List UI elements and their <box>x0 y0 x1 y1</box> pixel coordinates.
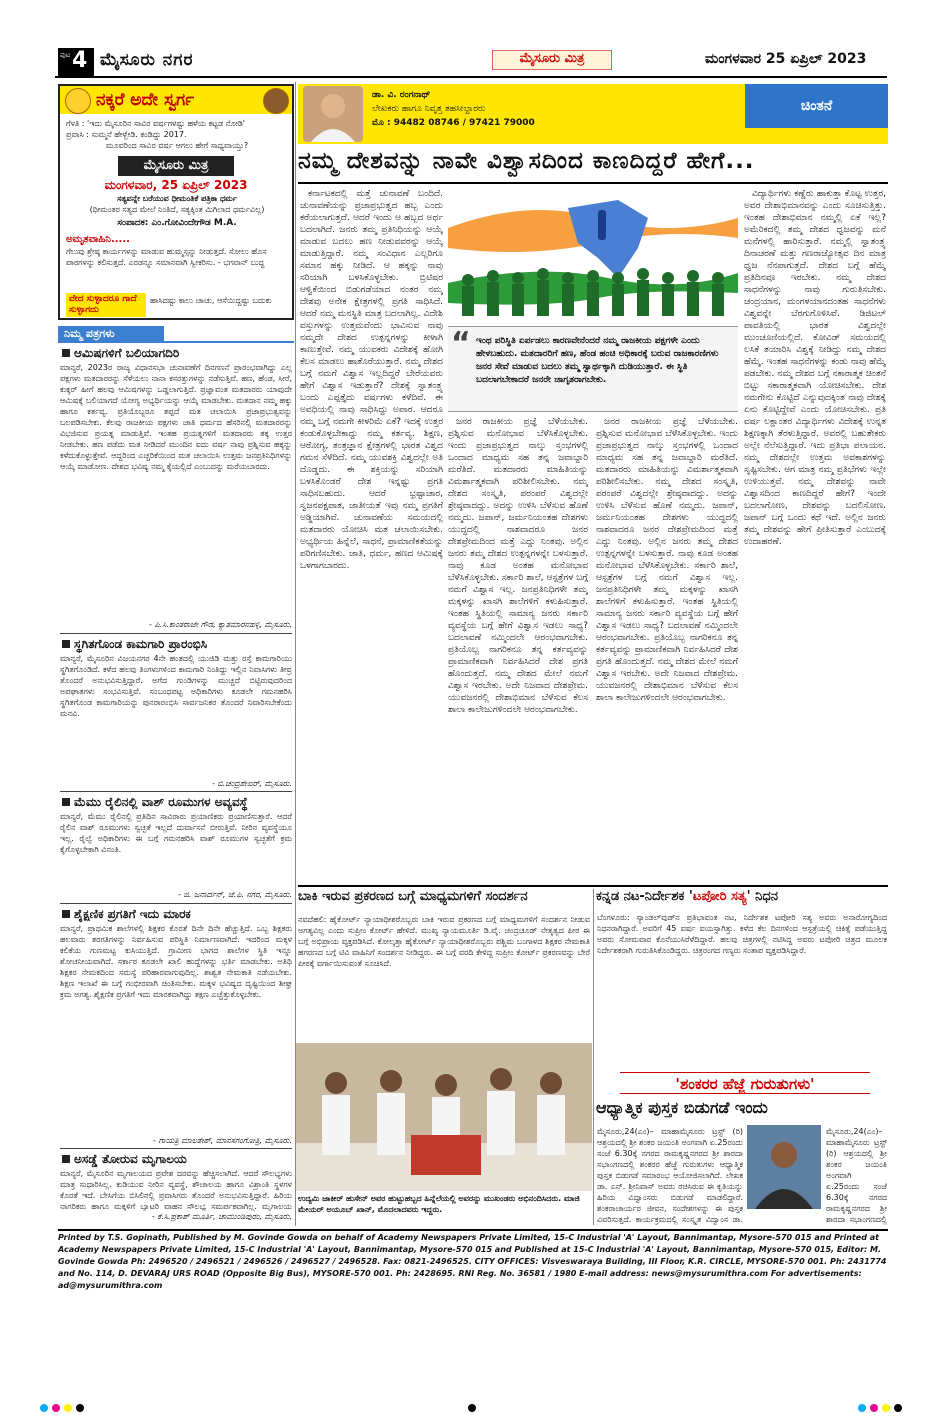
section-title: ಮೈಸೂರು ನಗರ <box>100 50 194 70</box>
author-photo-book <box>747 1125 821 1209</box>
letter-divider <box>60 1148 292 1149</box>
article-column-2: ಜನರ ರಾಜಕೀಯ ಪ್ರಜ್ಞೆ ಬೆಳೆಯಬೇಕು. ಪ್ರಶ್ನಿಸುವ ಮನೋಭಾವ ಬೆಳೆಸಿಕೊಳ್ಳಬೇಕು. ಇಂದು ಪ್ರಜಾಪ್ರಭುತ್ವದ ನಾಲ್ಕು ಸ್ತಂಭಗಳಲ್ಲಿ ಒಂದಾದ ಮಾಧ್ಯಮ ಸಹ ತನ್ನ ಜವಾಬ್ದಾರಿ ಮರೆತಿದೆ. ಮತದಾರರು ಮಾಹಿತಿಯನ್ನು ವಿಮರ್ಶಾತ್ಮಕವಾಗಿ ಪರಿಶೀಲಿಸಬೇಕು. ನಮ್ಮ ದೇಶದ ಸಂಸ್ಕೃತಿ, ಪರಂಪರೆ ವಿಶ್ವದಲ್ಲೇ ಶ್ರೇಷ್ಠವಾದದ್ದು. ಅದನ್ನು ಉಳಿಸಿ ಬೆಳೆಸುವ ಹೊಣೆ ನಮ್ಮದು. ಜಪಾನ್, ಜರ್ಮನಿಯಂತಹ ದೇಶಗಳು ಯುದ್ಧದಲ್ಲಿ ನಾಶವಾದರೂ ಜನರ ದೇಶಪ್ರೇಮದಿಂದ ಮತ್ತೆ ಎದ್ದು ನಿಂತವು. ಅಲ್ಲಿನ ಜನರು ತಮ್ಮ ದೇಶದ ಉತ್ಪನ್ನಗಳನ್ನೇ ಬಳಸುತ್ತಾರೆ. ನಾವು ಕೂಡ ಅಂತಹ ಮನೋಭಾವ ಬೆಳೆಸಿಕೊಳ್ಳಬೇಕು. ಸರ್ಕಾರಿ ಶಾಲೆ, ಆಸ್ಪತ್ರೆಗಳ ಬಗ್ಗೆ ನಮಗೆ ವಿಶ್ವಾಸ ಇಲ್ಲ. ಜನಪ್ರತಿನಿಧಿಗಳೇ ತಮ್ಮ ಮಕ್ಕಳನ್ನು ಖಾಸಗಿ ಶಾಲೆಗಳಿಗೆ ಕಳುಹಿಸುತ್ತಾರೆ. ಇಂತಹ ಸ್ಥಿತಿಯಲ್ಲಿ ಸಾಮಾನ್ಯ ಜನರು ಸರ್ಕಾರಿ ವ್ಯವಸ್ಥೆಯ ಬಗ್ಗೆ ಹೇಗೆ ವಿಶ್ವಾಸ ಇಡಲು ಸಾಧ್ಯ? ಬದಲಾವಣೆ ನಮ್ಮಿಂದಲೇ ಆರಂಭವಾಗಬೇಕು. ಪ್ರತಿಯೊಬ್ಬ ನಾಗರಿಕನೂ ತನ್ನ ಕರ್ತವ್ಯವನ್ನು ಪ್ರಾಮಾಣಿಕವಾಗಿ ನಿರ್ವಹಿಸಿದರೆ ದೇಶ ಪ್ರಗತಿ ಹೊಂದುತ್ತದೆ. ನಮ್ಮ ದೇಶದ ಮೇಲೆ ನಮಗೆ ವಿಶ್ವಾಸ ಇರಬೇಕು. ಅದೇ ನಿಜವಾದ ದೇಶಪ್ರೇಮ. ಯುವಜನರಲ್ಲಿ ದೇಶಾಭಿಮಾನ ಬೆಳೆಸುವ ಕೆಲಸ ಶಾಲಾ ಕಾಲೇಜುಗಳಿಂದಲೇ ಆರಂಭವಾಗಬೇಕು. <box>448 417 588 715</box>
news-headline: ಬಾಕಿ ಇರುವ ಪ್ರಕರಣದ ಬಗ್ಗೆ ಮಾಧ್ಯಮಗಳಿಗೆ ಸಂದರ್ಶನ <box>298 889 528 904</box>
section-rule <box>298 885 888 887</box>
letter-title: ಅಸಡ್ಡೆ ತೋರುವ ಮೃಗಾಲಯ <box>62 1152 290 1167</box>
registration-dot <box>64 1404 72 1412</box>
news-body-book-2: ಮೈಸೂರು,24(ಎಂ)– ಮಾಹಾಮೈಸೂರು ಟ್ರಸ್ಟ್ (ರಿ) ಆಶ್ರಯದಲ್ಲಿ ಶ್ರೀ ಶಂಕರ ಜಯಂತಿ ಅಂಗವಾಗಿ ಏ.25ರಂದು ಸಂಜೆ 6.30ಕ್ಕೆ ನಗರದ ರಾಮಕೃಷ್ಣನಗರದ ಶ್ರೀ ಶಾರದಾ ಸಭಾಂಗಣದಲ್ಲಿ <box>826 1127 887 1224</box>
book-title-banner: 'ಶಂಕರರ ಹೆಜ್ಜೆ ಗುರುತುಗಳು' <box>620 1072 870 1094</box>
author-role: ಲೇಖಕರು ಹಾಗೂ ನಿವೃತ್ತ ತಹಸೀಲ್ದಾರರು <box>372 104 486 114</box>
registration-dot <box>882 1404 890 1412</box>
pull-quote: ಇಂಥ ಪರಿಸ್ಥಿತಿ ಏರ್ಪಡಲು ಕಾರಣವೇನೆಂದರೆ ನಮ್ಮ ರಾಜಕೀಯ ಪಕ್ಷಗಳೇ ಎಂದು ಹೇಳಬಹುದು. ಮತದಾರರಿಗೆ ಹಣ, ಹೆಂಡ ಹಂಚಿ ಅಧಿಕಾರಕ್ಕೆ ಬರುವ ರಾಜಕಾರಣಿಗಳು ಜನರ ಸೇವೆ ಮಾಡುವ ಬದಲು ತಮ್ಮ ಸ್ವಾರ್ಥಕ್ಕಾಗಿ ದುಡಿಯುತ್ತಾರೆ. ಈ ಸ್ಥಿತಿ ಬದಲಾಗಬೇಕಾದರೆ ಜನರೇ ಜಾಗೃತರಾಗಬೇಕು. <box>448 326 738 412</box>
joke-line: ಪ್ರವಾಸಿ : ಸುಮ್ಮನೆ ಹೇಳ್ಬೇಡಿ. ಕಂಡಿದ್ದು 2017. <box>66 130 187 139</box>
letter-body: ಮಾನ್ಯರೆ, ಮೈಸೂರಿನ ಮೃಗಾಲಯದ ಪ್ರವೇಶ ದರವನ್ನು ಹೆಚ್ಚಿಸಲಾಗಿದೆ. ಆದರೆ ಸೌಲಭ್ಯಗಳು ಮಾತ್ರ ಸುಧಾರಿಸಿಲ್ಲ. ಕುಡಿಯುವ ನೀರಿನ ವ್ಯವಸ್ಥೆ, ಶೌಚಾಲಯ ಹಾಗೂ ವಿಶ್ರಾಂತಿ ಸ್ಥಳಗಳ ಕೊರತೆ ಇದೆ. ಬೇಸಿಗೆಯ ಬಿಸಿಲಿನಲ್ಲಿ ಪ್ರವಾಸಿಗರು ತೊಂದರೆ ಅನುಭವಿಸುತ್ತಿದ್ದಾರೆ. ಹಿರಿಯ ನಾಗರಿಕರು ಹಾಗೂ ಮಕ್ಕಳಿಗೆ ಬ್ಯಾಟರಿ ವಾಹನ ಸೌಲಭ್ಯ ಸಮರ್ಪಕವಾಗಿಲ್ಲ. ಮೃಗಾಲಯ <box>60 1169 292 1211</box>
registration-dot <box>40 1404 48 1412</box>
issue-date: ಮಂಗಳವಾರ 25 ಏಪ್ರಿಲ್ 2023 <box>705 51 867 67</box>
voting-illustration <box>448 188 738 320</box>
letter-body: ಮಾನ್ಯರೆ, 2023ರ ರಾಜ್ಯ ವಿಧಾನಸಭಾ ಚುನಾವಣೆಗೆ ದಿನಗಣನೆ ಪ್ರಾರಂಭವಾಗಿದ್ದು ಎಲ್ಲ ಪಕ್ಷಗಳು ಮತದಾರರನ್ನು ಸೆಳೆಯಲು ನಾನಾ ಕಸರತ್ತುಗಳನ್ನು ನಡೆಸುತ್ತಿವೆ. ಹಣ, ಹೆಂಡ, ಸೀರೆ, ಕುಕ್ಕರ್ ಹೀಗೆ ಹಲವು ಆಮಿಷಗಳನ್ನು ಒಡ್ಡಲಾಗುತ್ತಿದೆ. ಪ್ರಜ್ಞಾವಂತ ಮತದಾರರು ಯಾವುದೇ ಆಮಿಷಕ್ಕೆ ಬಲಿಯಾಗದೆ ಯೋಗ್ಯ ಅಭ್ಯರ್ಥಿಯನ್ನು ಆಯ್ಕೆ ಮಾಡಬೇಕು. ಮತದಾನ ನಮ್ಮ ಹಕ್ಕು ಹಾಗೂ ಕರ್ತವ್ಯ. ಪ್ರತಿಯೊಬ್ಬರೂ ತಪ್ಪದೆ ಮತ ಚಲಾಯಿಸಿ ಪ್ರಜಾಪ್ರಭುತ್ವವನ್ನು ಬಲಪಡಿಸಬೇಕು. ಕೆಲವು ರಾಜಕೀಯ ಪಕ್ಷಗಳು ಜಾತಿ ಧರ್ಮದ ಹೆಸರಿನಲ್ಲಿ ಮತದಾರರನ್ನು ವಿಭಜಿಸುವ ಪ್ರಯತ್ನ ಮಾಡುತ್ತಿವೆ. ಇಂತಹ ಪ್ರಯತ್ನಗಳಿಗೆ ಮತದಾರರು ತಕ್ಕ ಉತ್ತರ ನೀಡಬೇಕು. ಹಣ ಪಡೆದು ಮತ ನೀಡಿದರೆ ಮುಂದಿನ ಐದು ವರ್ಷ ನಾವು ಪ್ರಶ್ನಿಸುವ ಹಕ್ಕನ್ನು ಕಳೆದುಕೊಳ್ಳುತ್ತೇವೆ. ಆದ್ದರಿಂದ ಎಚ್ಚರಿಕೆಯಿಂದ ಮತ ಚಲಾಯಿಸಿ ಉತ್ತಮ ಜನಪ್ರತಿನಿಧಿಗಳನ್ನು ಆಯ್ಕೆ ಮಾಡೋಣ. ದೇಶದ ಭವಿಷ್ಯ ನಮ್ಮ ಕೈಯಲ್ಲಿದೆ ಎಂಬುದನ್ನು ಮರೆಯಬಾರದು. <box>60 363 292 471</box>
news-body-book: ಮೈಸೂರು,24(ಎಂ)– ಮಾಹಾಮೈಸೂರು ಟ್ರಸ್ಟ್ (ರಿ) ಆಶ್ರಯದಲ್ಲಿ ಶ್ರೀ ಶಂಕರ ಜಯಂತಿ ಅಂಗವಾಗಿ ಏ.25ರಂದು ಸಂಜೆ 6.30ಕ್ಕೆ ನಗರದ ರಾಮಕೃಷ್ಣನಗರದ ಶ್ರೀ ಶಾರದಾ ಸಭಾಂಗಣದಲ್ಲಿ ಶಂಕರರ ಹೆಜ್ಜೆ ಗುರುತುಗಳು ಆಧ್ಯಾತ್ಮಿಕ ಪುಸ್ತಕ ಬಿಡುಗಡೆ ಸಮಾರಂಭ ಆಯೋಜಿಸಲಾಗಿದೆ. ಲೇಖಕ ಡಾ. ಎನ್. ಶ್ರೀನಿವಾಸ್ ಅವರು ರಚಿಸಿರುವ ಈ ಕೃತಿಯನ್ನು ಹಿರಿಯ ವಿದ್ವಾಂಸರು ಬಿಡುಗಡೆ ಮಾಡಲಿದ್ದಾರೆ. ಶಂಕರಾಚಾರ್ಯರ ಜೀವನ, ಸಂದೇಶಗಳನ್ನು ಈ ಪುಸ್ತಕ ವಿವರಿಸುತ್ತದೆ. ಕಾರ್ಯಕ್ರಮದಲ್ಲಿ ಸಂಸ್ಕೃತ ವಿದ್ವಾಂಸ ಡಾ. <box>597 1127 743 1224</box>
letter-body: ಮಾನ್ಯರೆ, ಮೆಮು ರೈಲಿನಲ್ಲಿ ಪ್ರತಿದಿನ ಸಾವಿರಾರು ಪ್ರಯಾಣಿಕರು ಪ್ರಯಾಣಿಸುತ್ತಾರೆ. ಆದರೆ ರೈಲಿನ ವಾಶ್ ರೂಮುಗಳು ಸ್ವಚ್ಛತೆ ಇಲ್ಲದೆ ದುರ್ವಾಸನೆ ಬೀರುತ್ತಿವೆ. ನೀರಿನ ವ್ಯವಸ್ಥೆಯೂ ಇಲ್ಲ. ರೈಲ್ವೆ ಅಧಿಕಾರಿಗಳು ಈ ಬಗ್ಗೆ ಗಮನಹರಿಸಿ ವಾಶ್ ರೂಮುಗಳ ಸ್ವಚ್ಛತೆಗೆ ಕ್ರಮ ಕೈಗೊಳ್ಳಬೇಕಾಗಿ ವಿನಂತಿ. <box>60 812 292 854</box>
quote-mark-icon: “ <box>451 326 471 361</box>
registration-dot <box>52 1404 60 1412</box>
joke-line: ಗೆಳತಿ : 'ಇದು ಮೈಸೂರಿನ ಸಾವಿರ ವರ್ಷಗಳಷ್ಟು ಹಳೆಯ ಕಟ್ಟಡ ನೋಡಿ' <box>66 119 246 128</box>
column-rule <box>593 889 594 1225</box>
page-label: ಪುಟ <box>60 51 71 59</box>
headline-rule <box>298 182 888 184</box>
joke-title-bar <box>60 86 292 114</box>
news-headline-actor <box>596 889 886 904</box>
imprint: Printed by T.S. Gopinath, Published by M. Govinde Gowda on behalf of Academy Newspapers Private Limited, 15-C Industrial 'A' Layout, Bannimantap, Mysore-570 015 and Printed at Academy Newspapers Private Limited, 15-C Industrial 'A' Layout, Bannimantap, Mysore-570 015 and Published at 15-C Industrial 'A' Layout, Bannimantap, Mysore-570 015, Editor: M. Govinde Gowda Ph: 2496520 / 2496521 / 2496526 / 2496527 / 2496528. Fax: 0821-2496525. CITY OFFICES: Visveswaraya Building, III Floor, K.R. CIRCLE, MYSORE-570 001. Ph: 2431774 and No. 114, D. DEVARAJ URS ROAD (Opposite Big Bus), MYSORE-570 001. Ph: 2428695. RNI Reg. No. 36581 / 1980 E-mail address: news@mysurumithra.com For advertisements: ad@mysurumithra.com <box>58 1233 887 1290</box>
article-column-3: ವಿದ್ಯಾರ್ಥಿಗಳು ಕಣ್ಣೆರು ಹಾಕುತ್ತಾ ಕೊಟ್ಟ ಉತ್ತರ, ಅವರ ದೇಶಾಭಿಮಾನವನ್ನು ಎಂದು ಸೂಚಿಸುತ್ತಿತ್ತು. ಇಂತಹ ದೇಶಾಭಿಮಾನ ನಮ್ಮಲ್ಲಿ ಏಕೆ ಇಲ್ಲ? ಅಮೆರಿಕದಲ್ಲಿ ತಮ್ಮ ದೇಶದ ಧ್ವಜವನ್ನು ಮನೆ ಮನೆಗಳಲ್ಲಿ ಹಾರಿಸುತ್ತಾರೆ. ನಮ್ಮಲ್ಲಿ ಸ್ವಾತಂತ್ರ್ಯ ದಿನಾಚರಣೆ ಮತ್ತು ಗಣರಾಜ್ಯೋತ್ಸವ ದಿನ ಮಾತ್ರ ಧ್ವಜ ನೆನಪಾಗುತ್ತದೆ. ದೇಶದ ಬಗ್ಗೆ ಹೆಮ್ಮೆ ಪ್ರತಿದಿನವೂ ಇರಬೇಕು. ನಮ್ಮ ದೇಶದ ಸಾಧನೆಗಳನ್ನು ನಾವು ಗುರುತಿಸಬೇಕು. ಚಂದ್ರಯಾನ, ಮಂಗಳಯಾನದಂತಹ ಸಾಧನೆಗಳು ವಿಶ್ವವನ್ನೇ ಬೆರಗುಗೊಳಿಸಿವೆ. ಡಿಜಿಟಲ್ ಪಾವತಿಯಲ್ಲಿ ಭಾರತ ವಿಶ್ವದಲ್ಲೇ ಮುಂಚೂಣಿಯಲ್ಲಿದೆ. ಕೋವಿಡ್ ಸಮಯದಲ್ಲಿ ಲಸಿಕೆ ತಯಾರಿಸಿ ವಿಶ್ವಕ್ಕೆ ನೀಡಿದ್ದು ನಮ್ಮ ದೇಶದ ಹೆಮ್ಮೆ. ಇಂತಹ ಸಾಧನೆಗಳನ್ನು ಕಂಡು ನಾವು ಹೆಮ್ಮೆ ಪಡಬೇಕು. ನಮ್ಮ ದೇಶದ ಬಗ್ಗೆ ನಕಾರಾತ್ಮಕ ಚಿಂತನೆ ಬಿಟ್ಟು ಸಕಾರಾತ್ಮಕವಾಗಿ ಯೋಚಿಸಬೇಕು. ದೇಶ ನಮಗೇನು ಕೊಟ್ಟಿದೆ ಎನ್ನುವುದಕ್ಕಿಂತ ನಾವು ದೇಶಕ್ಕೆ ಏನು ಕೊಟ್ಟಿದ್ದೇವೆ ಎಂದು ಯೋಚಿಸಬೇಕು. ಪ್ರತಿ ವರ್ಷ ಲಕ್ಷಾಂತರ ವಿದ್ಯಾರ್ಥಿಗಳು ವಿದೇಶಕ್ಕೆ ಉನ್ನತ ಶಿಕ್ಷಣಕ್ಕಾಗಿ ತೆರಳುತ್ತಿದ್ದಾರೆ. ಅವರಲ್ಲಿ ಬಹುತೇಕರು ಅಲ್ಲೇ ನೆಲೆಸುತ್ತಿದ್ದಾರೆ. ಇದು ಪ್ರತಿಭಾ ಪಲಾಯನ. ನಮ್ಮ ದೇಶದಲ್ಲೇ ಉತ್ತಮ ಅವಕಾಶಗಳನ್ನು ಸೃಷ್ಟಿಸಬೇಕು. ಆಗ ಮಾತ್ರ ನಮ್ಮ ಪ್ರತಿಭೆಗಳು ಇಲ್ಲೇ ಉಳಿಯುತ್ತವೆ. ನಮ್ಮ ದೇಶವನ್ನು ನಾವೇ ವಿಶ್ವಾಸದಿಂದ ಕಾಣದಿದ್ದರೆ ಹೇಗೆ? ಇಂದೇ ಬದಲಾಗೋಣ, ದೇಶವನ್ನು ಬದಲಿಸೋಣ. ಜಪಾನ್ ಬಗ್ಗೆ ಒಂದು ಕಥೆ ಇದೆ. ಅಲ್ಲಿನ ಜನರು ತಮ್ಮ ದೇಶವನ್ನು ಹೇಗೆ ಪ್ರೀತಿಸುತ್ತಾರೆ ಎಂಬುದಕ್ಕೆ ಉದಾಹರಣೆ. <box>744 189 886 547</box>
letter-divider <box>60 791 292 792</box>
letter-title: ಮೆಮು ರೈಲಿನಲ್ಲಿ ವಾಶ್ ರೂಮುಗಳ ಅವ್ಯವಸ್ಥೆ <box>62 795 290 810</box>
news-headline-book: ಆಧ್ಯಾತ್ಮಿಕ ಪುಸ್ತಕ ಬಿಡುಗಡೆ ಇಂದು <box>596 1098 768 1117</box>
article-column-2b: ಜನರ ರಾಜಕೀಯ ಪ್ರಜ್ಞೆ ಬೆಳೆಯಬೇಕು. ಪ್ರಶ್ನಿಸುವ ಮನೋಭಾವ ಬೆಳೆಸಿಕೊಳ್ಳಬೇಕು. ಇಂದು ಪ್ರಜಾಪ್ರಭುತ್ವದ ನಾಲ್ಕು ಸ್ತಂಭಗಳಲ್ಲಿ ಒಂದಾದ ಮಾಧ್ಯಮ ಸಹ ತನ್ನ ಜವಾಬ್ದಾರಿ ಮರೆತಿದೆ. ಮತದಾರರು ಮಾಹಿತಿಯನ್ನು ವಿಮರ್ಶಾತ್ಮಕವಾಗಿ ಪರಿಶೀಲಿಸಬೇಕು. ನಮ್ಮ ದೇಶದ ಸಂಸ್ಕೃತಿ, ಪರಂಪರೆ ವಿಶ್ವದಲ್ಲೇ ಶ್ರೇಷ್ಠವಾದದ್ದು. ಅದನ್ನು ಉಳಿಸಿ ಬೆಳೆಸುವ ಹೊಣೆ ನಮ್ಮದು. ಜಪಾನ್, ಜರ್ಮನಿಯಂತಹ ದೇಶಗಳು ಯುದ್ಧದಲ್ಲಿ ನಾಶವಾದರೂ ಜನರ ದೇಶಪ್ರೇಮದಿಂದ ಮತ್ತೆ ಎದ್ದು ನಿಂತವು. ಅಲ್ಲಿನ ಜನರು ತಮ್ಮ ದೇಶದ ಉತ್ಪನ್ನಗಳನ್ನೇ ಬಳಸುತ್ತಾರೆ. ನಾವು ಕೂಡ ಅಂತಹ ಮನೋಭಾವ ಬೆಳೆಸಿಕೊಳ್ಳಬೇಕು. ಸರ್ಕಾರಿ ಶಾಲೆ, ಆಸ್ಪತ್ರೆಗಳ ಬಗ್ಗೆ ನಮಗೆ ವಿಶ್ವಾಸ ಇಲ್ಲ. ಜನಪ್ರತಿನಿಧಿಗಳೇ ತಮ್ಮ ಮಕ್ಕಳನ್ನು ಖಾಸಗಿ ಶಾಲೆಗಳಿಗೆ ಕಳುಹಿಸುತ್ತಾರೆ. ಇಂತಹ ಸ್ಥಿತಿಯಲ್ಲಿ ಸಾಮಾನ್ಯ ಜನರು ಸರ್ಕಾರಿ ವ್ಯವಸ್ಥೆಯ ಬಗ್ಗೆ ಹೇಗೆ ವಿಶ್ವಾಸ ಇಡಲು ಸಾಧ್ಯ? ಬದಲಾವಣೆ ನಮ್ಮಿಂದಲೇ ಆರಂಭವಾಗಬೇಕು. ಪ್ರತಿಯೊಬ್ಬ ನಾಗರಿಕನೂ ತನ್ನ ಕರ್ತವ್ಯವನ್ನು ಪ್ರಾಮಾಣಿಕವಾಗಿ ನಿರ್ವಹಿಸಿದರೆ ದೇಶ ಪ್ರಗತಿ ಹೊಂದುತ್ತದೆ. ನಮ್ಮ ದೇಶದ ಮೇಲೆ ನಮಗೆ ವಿಶ್ವಾಸ ಇರಬೇಕು. ಅದೇ ನಿಜವಾದ ದೇಶಪ್ರೇಮ. ಯುವಜನರಲ್ಲಿ ದೇಶಾಭಿಮಾನ ಬೆಳೆಸುವ ಕೆಲಸ ಶಾಲಾ ಕಾಲೇಜುಗಳಿಂದಲೇ ಆರಂಭವಾಗಬೇಕು. <box>596 417 738 703</box>
cartoon-face-icon <box>263 88 289 114</box>
registration-dot <box>894 1404 902 1412</box>
letter-signature: - ಗಾಯತ್ರಿ ಮಾಲತೇಶ್, ಮಾನಸಗಂಗೋತ್ರಿ, ಮೈಸೂರು. <box>153 1136 292 1145</box>
laughing-face-icon <box>65 88 91 114</box>
joke-line: ಮೂವರಿಂದ ಸಾವಿರ ವರ್ಷ ಆಗಲು ಹೇಗೆ ಸಾಧ್ಯವಾಯ್ತು? <box>105 141 249 150</box>
amrut-text: ಗೆಲುವು ಶ್ರೇಷ್ಠ ಕಾರ್ಯಗಳನ್ನು ಮಾಡುವ ಹುಮ್ಮಸ್ಸನ್ನು ನೀಡುತ್ತದೆ. ಸೋಲು ಹೊಸ ಪಾಠಗಳನ್ನು ಕಲಿಸುತ್ತದೆ. ಎರಡನ್ನೂ ಸಮಾನವಾಗಿ ಸ್ವೀಕರಿಸು. - ಭಗವಾನ್ ಬುದ್ಧ <box>66 247 267 267</box>
letter-title: ಸ್ಥಗಿತಗೊಂಡ ಕಾಮಗಾರಿ ಪ್ರಾರಂಭಿಸಿ <box>62 637 290 652</box>
registration-dot <box>468 1404 476 1412</box>
letter-body: ಮಾನ್ಯರೆ, ಪ್ರಾಥಮಿಕ ಶಾಲೆಗಳಲ್ಲಿ ಶಿಕ್ಷಕರ ಕೊರತೆ ದಿನೇ ದಿನೇ ಹೆಚ್ಚುತ್ತಿದೆ. ಒಬ್ಬ ಶಿಕ್ಷಕರು ಹಲವಾರು ತರಗತಿಗಳನ್ನು ನಿರ್ವಹಿಸುವ ಪರಿಸ್ಥಿತಿ ನಿರ್ಮಾಣವಾಗಿದೆ. ಇದರಿಂದ ಮಕ್ಕಳ ಕಲಿಕೆಯ ಗುಣಮಟ್ಟ ಕುಸಿಯುತ್ತಿದೆ. ಗ್ರಾಮೀಣ ಭಾಗದ ಶಾಲೆಗಳ ಸ್ಥಿತಿ ಇನ್ನೂ ಶೋಚನೀಯವಾಗಿದೆ. ಸರ್ಕಾರ ಕೂಡಲೇ ಖಾಲಿ ಹುದ್ದೆಗಳನ್ನು ಭರ್ತಿ ಮಾಡಬೇಕು. ಅತಿಥಿ ಶಿಕ್ಷಕರ ನೇಮಕದಿಂದ ಸಮಸ್ಯೆ ಪರಿಹಾರವಾಗುವುದಿಲ್ಲ. ಶಾಶ್ವತ ನೇಮಕಾತಿ ನಡೆಯಬೇಕು. ಶಿಕ್ಷಣ ಇಲಾಖೆ ಈ ಬಗ್ಗೆ ಗಂಭೀರವಾಗಿ ಚಿಂತಿಸಬೇಕು. ಮಕ್ಕಳ ಭವಿಷ್ಯದ ದೃಷ್ಟಿಯಿಂದ ಶೀಘ್ರ ಕ್ರಮ ಅಗತ್ಯ. ಶೈಕ್ಷಣಿಕ ಪ್ರಗತಿಗೆ ಇದು ಮಾರಕವಾಗಿದ್ದು ತಕ್ಷಣ ಎಚ್ಚೆತ್ತುಕೊಳ್ಳಬೇಕು. <box>60 924 292 999</box>
letter-title: ಶೈಕ್ಷಣಿಕ ಪ್ರಗತಿಗೆ ಇದು ಮಾರಕ <box>62 907 290 922</box>
news-body-actor: ಬೆಂಗಳೂರು: ಸ್ಯಾಂಡಲ್‌ವುಡ್‌ನ ಪ್ರತಿಭಾವಂತ ನಟ, ನಿರ್ದೇಶಕ ಟಪೋರಿ ಸತ್ಯ ಅವರು ಅನಾರೋಗ್ಯದಿಂದ ನಿಧನರಾಗಿದ್ದಾರೆ. ಅವರಿಗೆ 45 ವರ್ಷ ವಯಸ್ಸಾಗಿತ್ತು. ಕಳೆದ ಕೆಲ ದಿನಗಳಿಂದ ಆಸ್ಪತ್ರೆಯಲ್ಲಿ ಚಿಕಿತ್ಸೆ ಪಡೆಯುತ್ತಿದ್ದ ಅವರು ಸೋಮವಾರ ಕೊನೆಯುಸಿರೆಳೆದಿದ್ದಾರೆ. ಹಲವು ಚಿತ್ರಗಳಲ್ಲಿ ನಟಿಸಿದ್ದ ಅವರು ಟಪೋರಿ ಚಿತ್ರದ ಮೂಲಕ ನಿರ್ದೇಶಕರಾಗಿ ಗುರುತಿಸಿಕೊಂಡಿದ್ದರು. ಚಿತ್ರರಂಗದ ಗಣ್ಯರು ಸಂತಾಪ ವ್ಯಕ್ತಪಡಿಸಿದ್ದಾರೆ. <box>597 913 887 955</box>
author-name: ಡಾ. ವಿ. ರಂಗನಾಥ್ <box>372 90 431 100</box>
letter-title: ಆಮಿಷಗಳಿಗೆ ಬಲಿಯಾಗದಿರಿ <box>62 346 290 361</box>
registration-dot <box>870 1404 878 1412</box>
veda-text: ಹಾಸಿದಷ್ಟು ಕಾಲು ಚಾಚು, ಆಸೆಯಿದ್ದಷ್ಟು ಬದುಕು <box>150 296 272 305</box>
letter-body: ಮಾನ್ಯರೆ, ಮೈಸೂರಿನ ವಿಜಯನಗರ 4ನೇ ಹಂತದಲ್ಲಿ ಯುಜಿಡಿ ಮತ್ತು ರಸ್ತೆ ಕಾಮಗಾರಿಯು ಸ್ಥಗಿತಗೊಂಡಿದೆ. ಕಳೆದ ಹಲವು ತಿಂಗಳುಗಳಿಂದ ಕಾಮಗಾರಿ ನಿಂತಿದ್ದು ಇಲ್ಲಿನ ನಿವಾಸಿಗಳು ತೀವ್ರ ತೊಂದರೆ ಅನುಭವಿಸುತ್ತಿದ್ದಾರೆ. ಅಗೆದ ಗುಂಡಿಗಳನ್ನು ಮುಚ್ಚದೆ ಬಿಟ್ಟಿರುವುದರಿಂದ ಅಪಘಾತಗಳು ಸಂಭವಿಸುತ್ತಿವೆ. ಸಂಬಂಧಪಟ್ಟ ಅಧಿಕಾರಿಗಳು ಕೂಡಲೇ ಗಮನಹರಿಸಿ ಸ್ಥಗಿತಗೊಂಡ ಕಾಮಗಾರಿಯನ್ನು ಪುನರಾರಂಭಿಸಿ ಸಾರ್ವಜನಿಕರ ತೊಂದರೆ ನಿವಾರಿಸಬೇಕೆಂದು ಮನವಿ. <box>60 654 292 718</box>
letter-signature: - ಪಿ.ಸಿ.ಕಾಂತರಾಜೇ ಗೌಡ, ಕ್ಯಾತಮಾರನಹಳ್ಳಿ, ಮೈಸೂರು. <box>149 620 292 629</box>
letters-rule <box>58 341 294 343</box>
joke-text <box>66 118 288 151</box>
editor-name: ಸಂಪಾದಕ: ಎಂ.ಗೋವಿಂದೇಗೌಡ M.A. <box>117 218 237 228</box>
registration-dot <box>858 1404 866 1412</box>
article-column-1: ಕರ್ನಾಟಕದಲ್ಲಿ ಮತ್ತೆ ಚುನಾವಣೆ ಬಂದಿದೆ. ಚುನಾವಣೆಯನ್ನು ಪ್ರಜಾಪ್ರಭುತ್ವದ ಹಬ್ಬ ಎಂದು ಕರೆಯಲಾಗುತ್ತದೆ. ಆದರೆ ಇಂದು ಆ ಹಬ್ಬದ ಅರ್ಥ ಬದಲಾಗಿದೆ. ಜನರು ತಮ್ಮ ಪ್ರತಿನಿಧಿಯನ್ನು ಆಯ್ಕೆ ಮಾಡುವ ಬದಲು ಹಣ ನೀಡುವವರನ್ನು ಆಯ್ಕೆ ಮಾಡುತ್ತಿದ್ದಾರೆ. ನಮ್ಮ ಸಂವಿಧಾನ ಎಲ್ಲರಿಗೂ ಸಮಾನ ಹಕ್ಕು ನೀಡಿದೆ. ಆ ಹಕ್ಕನ್ನು ನಾವು ಸರಿಯಾಗಿ ಬಳಸಿಕೊಳ್ಳಬೇಕು. ಬ್ರಿಟಿಷರ ಆಳ್ವಿಕೆಯಿಂದ ಬಿಡುಗಡೆಯಾದ ನಂತರ ನಮ್ಮ ದೇಶವು ಅನೇಕ ಕ್ಷೇತ್ರಗಳಲ್ಲಿ ಪ್ರಗತಿ ಸಾಧಿಸಿದೆ. ಆದರೆ ನಮ್ಮ ಮನಸ್ಥಿತಿ ಮಾತ್ರ ಬದಲಾಗಿಲ್ಲ. ವಿದೇಶಿ ವಸ್ತುಗಳನ್ನು ಉತ್ತಮವೆಂದು ಭಾವಿಸುವ ನಾವು ನಮ್ಮದೇ ದೇಶದ ಉತ್ಪನ್ನಗಳನ್ನು ಕೀಳಾಗಿ ಕಾಣುತ್ತೇವೆ. ನಮ್ಮ ಯುವಕರು ವಿದೇಶಕ್ಕೆ ಹೋಗಿ ಕೆಲಸ ಮಾಡಲು ಹಾತೊರೆಯುತ್ತಾರೆ. ನಮ್ಮ ದೇಶದ ಬಗ್ಗೆ ನಮಗೆ ವಿಶ್ವಾಸ ಇಲ್ಲದಿದ್ದರೆ ಬೇರೆಯವರು ಹೇಗೆ ವಿಶ್ವಾಸ ಇಡುತ್ತಾರೆ? ದೇಶಕ್ಕೆ ಸ್ವಾತಂತ್ರ್ಯ ಬಂದು ಎಪ್ಪತ್ತೈದು ವರ್ಷಗಳು ಕಳೆದಿವೆ. ಈ ಅವಧಿಯಲ್ಲಿ ನಾವು ಸಾಧಿಸಿದ್ದು ಅಪಾರ. ಆದರೂ ನಮ್ಮ ಬಗ್ಗೆ ನಮಗೇ ಕೀಳರಿಮೆ ಏಕೆ? ಇದಕ್ಕೆ ಉತ್ತರ ಕಂಡುಕೊಳ್ಳಬೇಕಾದ್ದು ನಮ್ಮ ಕರ್ತವ್ಯ. ಶಿಕ್ಷಣ, ಆರೋಗ್ಯ, ತಂತ್ರಜ್ಞಾನ ಕ್ಷೇತ್ರಗಳಲ್ಲಿ ಭಾರತ ವಿಶ್ವದ ಗಮನ ಸೆಳೆದಿದೆ. ನಮ್ಮ ಯುವಶಕ್ತಿ ವಿಶ್ವದಲ್ಲೇ ಅತಿ ದೊಡ್ಡದು. ಈ ಶಕ್ತಿಯನ್ನು ಸರಿಯಾಗಿ ಬಳಸಿಕೊಂಡರೆ ದೇಶ ಇನ್ನಷ್ಟು ಪ್ರಗತಿ ಸಾಧಿಸಬಹುದು. ಆದರೆ ಭ್ರಷ್ಟಾಚಾರ, ಸ್ವಜನಪಕ್ಷಪಾತ, ಜಾತೀಯತೆ ಇವು ನಮ್ಮ ಪ್ರಗತಿಗೆ ಅಡ್ಡಿಯಾಗಿವೆ. ಚುನಾವಣೆಯ ಸಮಯದಲ್ಲಿ ಮತದಾರರು ಯೋಚಿಸಿ ಮತ ಚಲಾಯಿಸಬೇಕು. ಅಭ್ಯರ್ಥಿಯ ಹಿನ್ನೆಲೆ, ಸಾಧನೆ, ಪ್ರಾಮಾಣಿಕತೆಯನ್ನು ಪರಿಗಣಿಸಬೇಕು. ಜಾತಿ, ಧರ್ಮ, ಹಣದ ಆಮಿಷಕ್ಕೆ ಒಳಗಾಗಬಾರದು. <box>300 189 443 571</box>
top-rule <box>55 76 887 78</box>
author-photo <box>303 86 363 142</box>
veda-title: ವೇದ ಸುಳ್ಳಾದರೂ ಗಾದೆ ಸುಳ್ಳಾಗದು <box>66 293 146 317</box>
news-body: ನವದೆಹಲಿ: ಹೈಕೋರ್ಟ್ ನ್ಯಾಯಾಧೀಶರೊಬ್ಬರು ಬಾಕಿ ಇರುವ ಪ್ರಕರಣದ ಬಗ್ಗೆ ಮಾಧ್ಯಮಗಳಿಗೆ ಸಂದರ್ಶನ ನೀಡುವ ಅಗತ್ಯವಿಲ್ಲ ಎಂದು ಸುಪ್ರೀಂ ಕೋರ್ಟ್ ಹೇಳಿದೆ. ಮುಖ್ಯ ನ್ಯಾಯಮೂರ್ತಿ ಡಿ.ವೈ. ಚಂದ್ರಚೂಡ್ ನೇತೃತ್ವದ ಪೀಠ ಈ ಬಗ್ಗೆ ಅಭಿಪ್ರಾಯ ವ್ಯಕ್ತಪಡಿಸಿದೆ. ಕೋಲ್ಕತ್ತಾ ಹೈಕೋರ್ಟ್ ನ್ಯಾಯಾಧೀಶರೊಬ್ಬರು ಪಶ್ಚಿಮ ಬಂಗಾಳದ ಶಿಕ್ಷಕರ ನೇಮಕಾತಿ ಹಗರಣದ ಬಗ್ಗೆ ಟಿವಿ ವಾಹಿನಿಗೆ ಸಂದರ್ಶನ ನೀಡಿದ್ದರು. ಈ ಬಗ್ಗೆ ವರದಿ ಕೇಳಿದ್ದ ಸುಪ್ರೀಂ ಕೋರ್ಟ್ ಪ್ರಕರಣವನ್ನು ಬೇರೆ ಪೀಠಕ್ಕೆ ವರ್ಗಾಯಿಸುವಂತೆ ಸೂಚಿಸಿದೆ. <box>298 915 590 968</box>
paper-date: ಮಂಗಳವಾರ, 25 ಏಪ್ರಿಲ್ 2023 <box>104 178 248 192</box>
letter-divider <box>60 903 292 904</box>
paper-name: ಮೈಸೂರು ಮಿತ್ರ <box>118 156 234 176</box>
motto-line: ಸತ್ಯವನ್ನೇ ಬರೆಯುವ ಧೀಮಂತಿಕೆ ಪತ್ರಿಕಾ ಧರ್ಮ <box>117 194 237 203</box>
headline-part: ಕನ್ನಡ ನಟ-ನಿರ್ದೇಶಕ ' <box>596 889 693 904</box>
registration-dot <box>76 1404 84 1412</box>
letters-heading: ನಿಮ್ಮ ಪತ್ರಗಳು <box>58 326 164 342</box>
amrut-title: ಅಮೃತವಾಹಿನಿ..... <box>66 234 130 245</box>
letter-signature: - ಬಿ.ಚಂದ್ರಶೇಖರ್, ಮೈಸೂರು. <box>211 779 292 788</box>
letter-signature: - ಜಿ. ಜನಾರ್ದನ್, ಜೆ.ಪಿ. ನಗರ, ಮೈಸೂರು. <box>178 890 292 899</box>
headline-name: ಟಪೋರಿ ಸತ್ಯ <box>692 889 747 904</box>
motto-line: (ಧೀಮಂತರ ಸತ್ಯದ ಮೇಲೆ ನಿಂತಿದೆ, ಸತ್ಯಕ್ಕಿಂತ ಮಿಗಿಲಾದ ಧರ್ಮವಿಲ್ಲ) <box>89 205 265 214</box>
photo-caption: ಉದ್ಯಮಿ ಜಾಕೀರ್ ಹುಸೇನ್ ಅವರ ಹುಟ್ಟುಹಬ್ಬದ ಹಿನ್ನೆಲೆಯಲ್ಲಿ ಅವರನ್ನು ಮುಖಂಡರು ಅಭಿನಂದಿಸಿದರು. ಮಾಜಿ ಮೇಯರ್ ಅಯೂಬ್ ಖಾನ್, ಮೊದಲಾದವರು ಇದ್ದರು. <box>298 1194 580 1214</box>
brand-logo: ಮೈಸೂರು ಮಿತ್ರ <box>492 50 612 70</box>
paper-motto <box>66 193 288 215</box>
news-photo <box>296 1043 592 1191</box>
headline-part: ' ನಿಧನ <box>746 889 778 904</box>
page-number: 4 <box>72 48 88 73</box>
author-phone: ಮೊ : 94482 08746 / 97421 79000 <box>372 118 535 128</box>
article-headline: ನಮ್ಮ ದೇಶವನ್ನು ನಾವೇ ವಿಶ್ವಾಸದಿಂದ ಕಾಣದಿದ್ದರೆ ಹೇಗೆ... <box>298 148 755 174</box>
joke-title: ನಕ್ಕರೆ ಅದೇ ಸ್ವರ್ಗ <box>96 90 195 110</box>
footer-rule <box>58 1229 888 1231</box>
column-label: ಚಿಂತನೆ <box>745 84 888 128</box>
letter-signature: - ಕೆ.ಸಿ.ಪ್ರಕಾಶ್ ಮೂರ್ತಿ, ಚಾಮುಂಡಿಪುರಂ, ಮೈಸೂರು. <box>151 1212 292 1221</box>
letter-divider <box>60 633 292 634</box>
page-number-box <box>58 48 94 76</box>
